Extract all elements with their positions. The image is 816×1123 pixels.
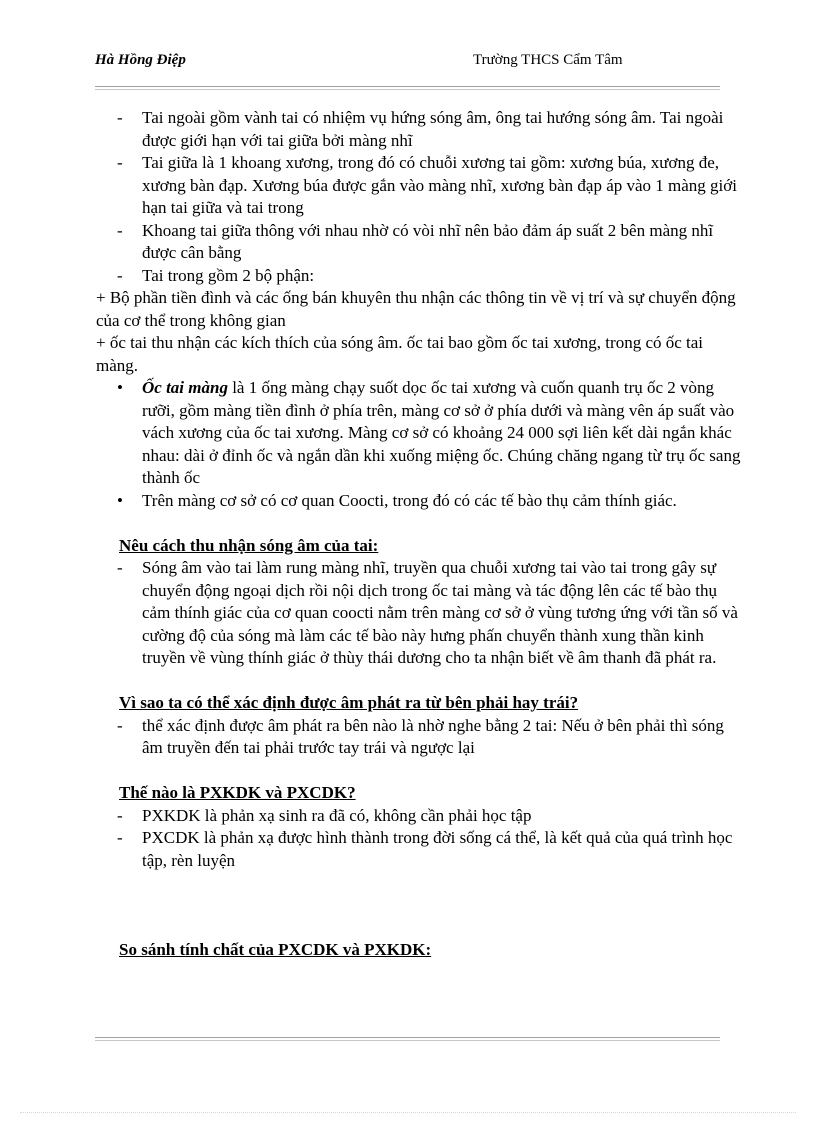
page-edge-dots	[20, 1112, 796, 1113]
document-body	[96, 107, 742, 962]
section-heading: Nêu cách thu nhận sóng âm của tai:	[119, 535, 379, 555]
list-item-text: PXKDK là phản xạ sinh ra đã có, không cần phải học tập	[142, 805, 532, 825]
section-heading: So sánh tính chất của PXCDK và PXKDK:	[119, 940, 432, 959]
bullet-item	[117, 490, 742, 513]
school-name: Trường THCS Cẩm Tâm	[473, 52, 623, 68]
list-item	[117, 220, 742, 265]
section-heading: Thế nào là PXKDK và PXCDK?	[119, 783, 356, 802]
dash-marker: -	[117, 828, 123, 847]
list-item	[117, 152, 742, 220]
list-item	[117, 827, 742, 872]
list-item-text: Khoang tai giữa thông với nhau nhờ có vòi nhĩ nên bảo đảm áp suất 2 bên màng nhĩ được cân bằng	[142, 220, 714, 262]
author-name: Hà Hồng Điệp	[95, 52, 186, 68]
section-heading: Vì sao ta có thể xác định được âm phát ra từ bên phải hay trái?	[119, 693, 579, 712]
list-item-text: Tai giữa là 1 khoang xương, trong đó có chuỗi xương tai gồm: xương búa, xương đe, xương bàn đạp. Xương búa được gắn vào màng nhĩ, xương bàn đạp áp vào 1 màng giới hạn tai giữa và tai trong	[142, 153, 737, 217]
dash-marker: -	[117, 805, 123, 825]
dash-marker: -	[117, 108, 123, 127]
page-header	[95, 52, 720, 74]
term-oc-tai-mang: Ốc tai màng	[142, 378, 228, 397]
list-item-text: PXCDK là phản xạ được hình thành trong đời sống cá thể, là kết quả của quá trình học tập, rèn luyện	[142, 828, 733, 870]
bullet-marker: •	[117, 490, 123, 510]
list-item	[117, 805, 742, 828]
dash-marker: -	[117, 558, 123, 577]
plus-paragraph: + Bộ phần tiền đình và các ống bán khuyên thu nhận các thông tin về vị trí và sự chuyển động của cơ thể trong không gian	[96, 288, 736, 330]
list-item	[117, 715, 742, 760]
dash-marker: -	[117, 153, 123, 172]
bullet-item-text: Trên màng cơ sở có cơ quan Coocti, trong đó có các tế bào thụ cảm thính giác.	[142, 490, 677, 510]
list-item-text: Sóng âm vào tai làm rung màng nhĩ, truyền qua chuỗi xương tai vào tai trong gây sự chuyển động ngoại dịch rồi nội dịch trong ốc tai màng và tác động lên các tế bào thụ cảm thính giác của cơ quan coocti nằm trên màng cơ sở ở vùng tương ứng với tần số và cường độ của sóng mà làm các tế bào này hưng phấn chuyển thành xung thần kinh truyền về vùng thính giác ở thùy thái dương cho ta nhận biết về âm thanh đã phát ra.	[142, 558, 738, 667]
bullet-marker: •	[117, 378, 123, 397]
footer-divider	[95, 1037, 720, 1041]
dash-marker: -	[117, 265, 123, 285]
bullet-item-text: là 1 ống màng chạy suốt dọc ốc tai xương và cuốn quanh trụ ốc 2 vòng rưỡi, gồm màng tiền đình ở phía trên, màng cơ sở ở phía dưới và màng vên áp suất vào vách xương của ốc tai xương. Màng cơ sở có khoảng 24 000 sợi liên kết dài ngắn khác nhau: dài ở đỉnh ốc và ngắn dần khi xuống miệng ốc. Chúng chăng ngang từ trụ ốc sang thành ốc	[142, 378, 741, 487]
list-item	[117, 265, 742, 288]
list-item-text: Tai ngoài gồm vành tai có nhiệm vụ hứng sóng âm, ông tai hướng sóng âm. Tai ngoài được giới hạn với tai giữa bởi màng nhĩ	[142, 108, 724, 150]
list-item-text: thể xác định được âm phát ra bên nào là nhờ nghe bằng 2 tai: Nếu ở bên phải thì sóng âm truyền đến tai phải trước tay trái và ngược lại	[142, 715, 724, 757]
bullet-item	[117, 377, 742, 490]
header-divider	[95, 86, 720, 90]
dash-marker: -	[117, 220, 123, 240]
list-item-text: Tai trong gồm 2 bộ phận:	[142, 265, 315, 285]
dash-marker: -	[117, 715, 123, 735]
list-item	[117, 557, 742, 670]
plus-paragraph: + ốc tai thu nhận các kích thích của sóng âm. ốc tai bao gồm ốc tai xương, trong có ốc tai màng.	[96, 333, 704, 375]
list-item	[117, 107, 742, 152]
